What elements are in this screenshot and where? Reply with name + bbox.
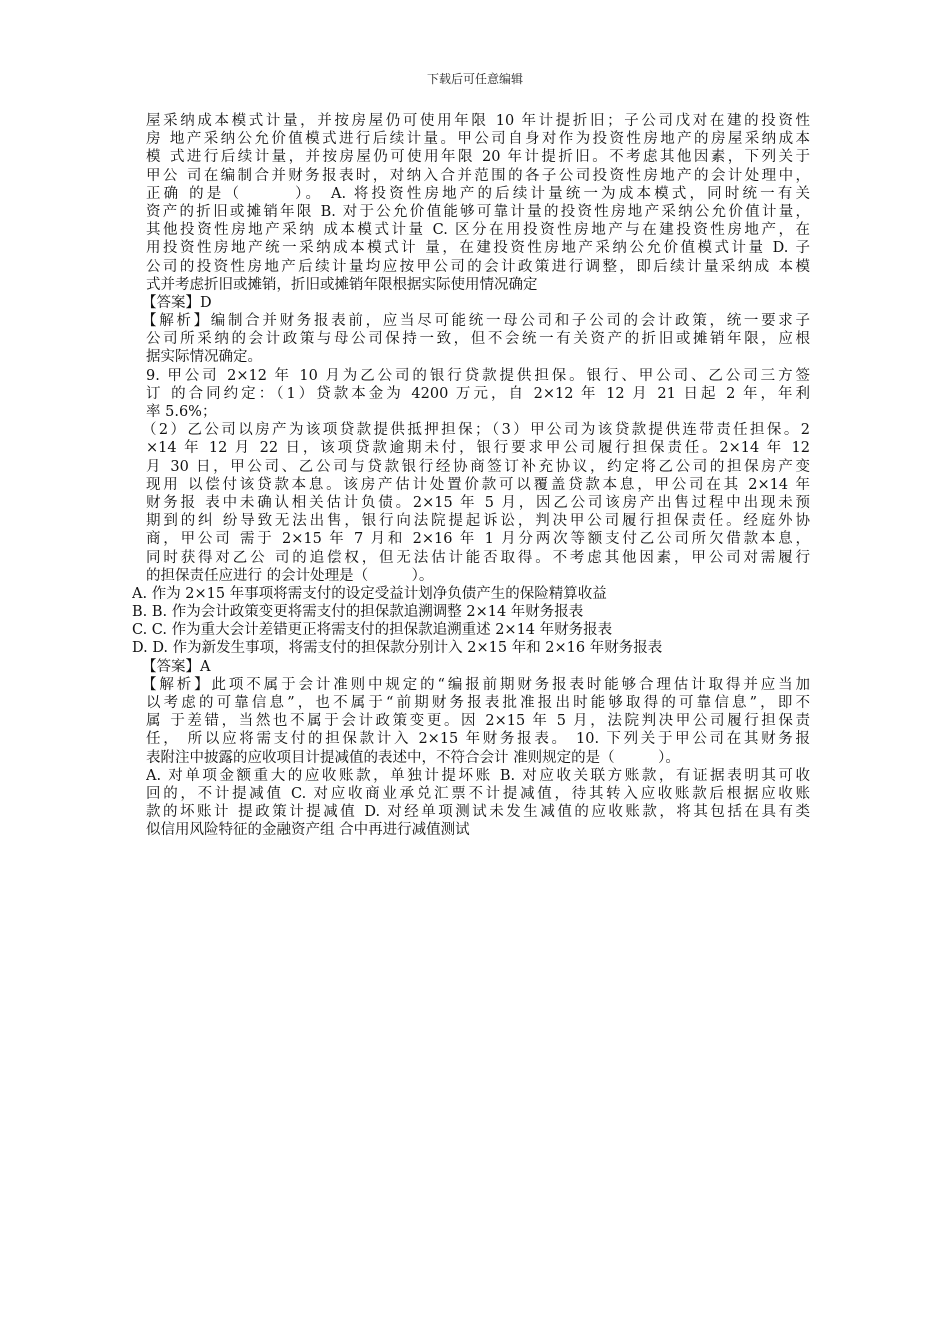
text-line: 任， 所以应将需支付的担保款计入 2×15 年财务报表。 10. 下列关于甲公司在其财务报 (146, 731, 810, 748)
analysis-line: 【解析】编制合并财务报表前，应当尽可能统一母公司和子公司的会计政策，统一要求子 (142, 313, 810, 330)
text-line: 商，甲公司 需于 2×15 年 7 月和 2×16 年 1 月分两次等额支付乙公司所欠借款本息， (146, 531, 810, 548)
text-line: 正确 的是（ ）。 A. 将投资性房地产的后续计量统一为成本模式，同时统一有关 (146, 185, 810, 202)
option-a: A. 作为 2×15 年事项将需支付的设定受益计划净负债产生的保险精算收益 (132, 585, 607, 602)
text-line: 资产的折旧或摊销年限 B. 对于公允价值能够可靠计量的投资性房地产采纳公允价值计量， (146, 203, 810, 220)
text-line: 用投资性房地产统一采纳成本模式计 量，在建投资性房地产采纳公允价值模式计量 D. 子 (146, 240, 810, 257)
text-line: 公司的投资性房地产后续计量均应按甲公司的会计政策进行调整，即后续计量采纳成 本模 (146, 258, 810, 275)
text-line: 期到的纠 纷导致无法出售，银行向法院提起诉讼，判决甲公司履行担保责任。经庭外协 (146, 513, 810, 530)
question-line: 9. 甲公司 2×12 年 10 月为乙公司的银行贷款提供担保。银行、甲公司、乙公司三方签 (146, 367, 810, 384)
document-body (132, 112, 810, 840)
text-line: 模 式进行后续计量，并按房屋仍可使用年限 20 年计提折旧。不考虑其他因素，下列关于 (146, 149, 810, 166)
text-line: ×14 年 12 月 22 日，该项贷款逾期未付，银行要求甲公司履行担保责任。2×14 年 12 (146, 440, 810, 457)
text-line: 财务报 表中未确认相关估计负债。2×15 年 5 月，因乙公司该房产出售过程中出现未预 (146, 494, 810, 511)
answer-label: 【答案】D (142, 294, 212, 311)
text-line: 以考虑的可靠信息”，也不属于“前期财务报表批准报出时能够取得的可靠信息”，即不 (146, 695, 810, 711)
text-line: 甲公 司在编制合并财务报表时，对纳入合并范围的各子公司投资性房地产的会计处理中， (146, 167, 810, 184)
text-line: 式并考虑折旧或摊销，折旧或摊销年限根据实际使用情况确定 (146, 276, 538, 293)
page-header: 下载后可任意编辑 (426, 72, 523, 86)
text-line: A. 对单项金额重大的应收账款，单独计提坏账 B. 对应收关联方账款，有证据表明其可收 (146, 767, 810, 784)
text-line: 款的坏账计 提政策计提减值 D. 对经单项测试未发生减值的应收账款，将其包括在具有类 (146, 804, 810, 821)
text-line: 屋采纳成本模式计量，并按房屋仍可使用年限 10 年计提折旧；子公司戊对在建的投资性 (146, 113, 810, 129)
option-b: B. B. 作为会计政策变更将需支付的担保款追溯调整 2×14 年财务报表 (132, 604, 584, 621)
text-line: 的担保责任应进行 的会计处理是（ ）。 (146, 567, 434, 584)
text-line: （2）乙公司以房产为该项贷款提供抵押担保；（3）甲公司为该贷款提供连带责任担保。2 (142, 422, 810, 439)
text-line: 表附注中披露的应收项目计提减值的表述中，不符合会计 准则规定的是（ ）。 (146, 749, 680, 766)
answer-label: 【答案】A (142, 658, 211, 675)
text-line: 似信用风险特征的金融资产组 合中再进行减值测试 (146, 822, 470, 839)
text-line: 据实际情况确定。 (146, 349, 262, 366)
analysis-line: 【解析】此项不属于会计准则中规定的“编报前期财务报表时能够合理估计取得并应当加 (142, 676, 810, 693)
text-line: 现用 以偿付该贷款本息。该房产估计处置价款可以覆盖贷款本息，甲公司在其 2×14 年 (146, 476, 810, 493)
text-line: 房 地产采纳公允价值模式进行后续计量。甲公司自身对作为投资性房地产的房屋采纳成本 (146, 131, 810, 148)
text-line: 订 的合同约定：（1）贷款本金为 4200 万元，自 2×12 年 12 月 21 日起 2 年，年利 (146, 385, 810, 402)
text-line: 月 30 日，甲公司、乙公司与贷款银行经协商签订补充协议，约定将乙公司的担保房产变 (146, 458, 810, 475)
text-line: 回的，不计提减值 C. 对应收商业承兑汇票不计提减值，待其转入应收账款后根据应收账 (146, 785, 810, 802)
option-d: D. D. 作为新发生事项，将需支付的担保款分别计入 2×15 年和 2×16 年财务报表 (132, 640, 663, 657)
text-line: 其他投资性房地产采纳 成本模式计量 C. 区分在用投资性房地产与在建投资性房地产，在 (146, 222, 810, 239)
text-line: 同时获得对乙公 司的追偿权，但无法估计能否取得。不考虑其他因素，甲公司对需履行 (146, 549, 810, 566)
text-line: 属 于差错，当然也不属于会计政策变更。因 2×15 年 5 月，法院判决甲公司履行担保责 (146, 713, 810, 730)
text-line: 公司所采纳的会计政策与母公司保持一致，但不会统一有关资产的折旧或摊销年限，应根 (146, 331, 810, 348)
option-c: C. C. 作为重大会计差错更正将需支付的担保款追溯重述 2×14 年财务报表 (132, 622, 613, 639)
text-line: 率 5.6%； (146, 404, 217, 420)
